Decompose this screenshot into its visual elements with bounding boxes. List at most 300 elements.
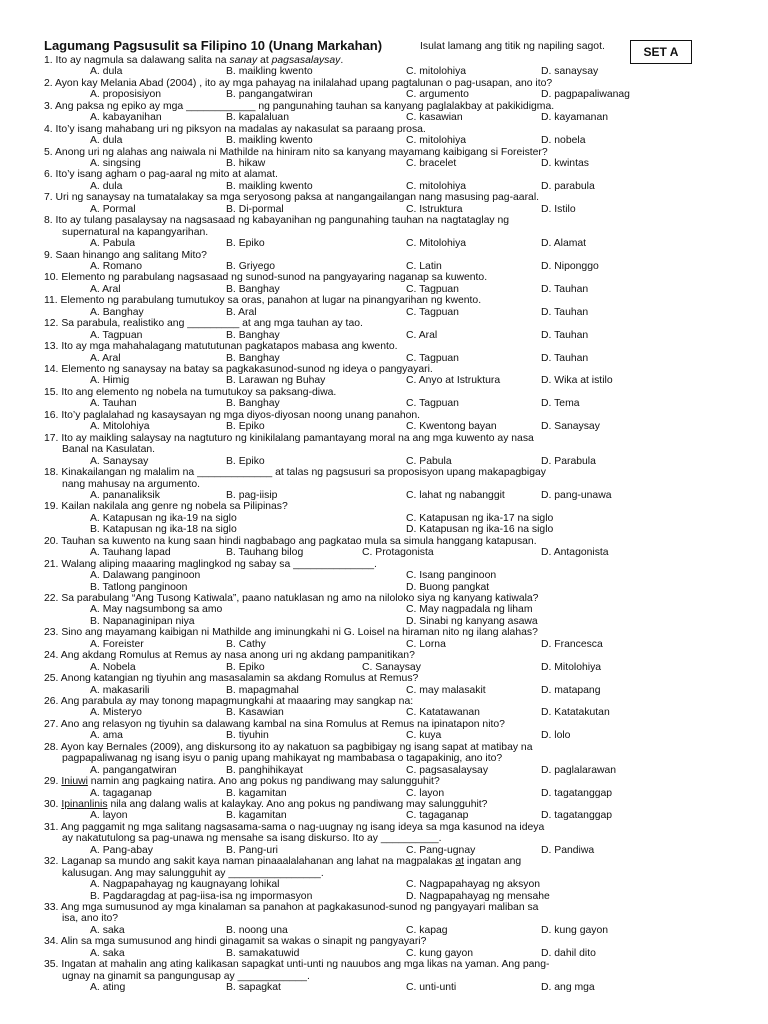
answer-choice: D. tagatanggap [541,787,613,799]
answer-choice: D. Katatakutan [541,707,610,719]
underlined-word: at [455,856,464,868]
question-text-segment: ingatan ang [464,856,522,868]
question-text [44,250,724,261]
answer-choice: A. makasarili [90,684,150,696]
question-text [44,719,724,730]
answer-choice: C. Mitolohiya [406,238,467,250]
question-text-segment: 20. Tauhan sa kuwento na kung saan hindi nagbabago ang pagkatao mula sa simula hanggang katapusan. [44,535,537,547]
answer-choice: A. Misteryo [90,707,142,719]
choices-row [44,982,724,993]
question-item [44,719,724,742]
question-text [44,341,724,352]
question-item [44,250,724,273]
question-text-segment: supernatural na kapangyarihan. [62,226,209,238]
question-text-segment: 22. Sa parabulang “Ang Tusong Katiwala”, paano natuklasan ng amo na niloloko siya ng kanyang katiwala? [44,592,539,604]
question-text [44,833,724,844]
choices-row [44,330,724,341]
question-item [44,387,724,410]
question-text-segment: 3. Ang paksa ng epiko ay mga ____________ ng pangunahing tauhan sa kanyang paglalakbay at pakikidigma. [44,100,555,112]
answer-choice: B. Griyego [226,261,276,273]
italic-word: sanay [229,55,258,66]
question-item [44,364,724,387]
question-text-segment: 21. Walang aliping maaaring maglingkod ng sabay sa ______________. [44,558,377,570]
choices-row [44,353,724,364]
answer-choice: A. Pormal [90,203,136,215]
answer-choice: D. Buong pangkat [406,581,490,593]
choices-row [44,490,724,501]
question-text-segment: 16. Ito’y paglalahad ng kasaysayan ng mga diyos-diyosan noong unang panahon. [44,409,421,421]
question-text [44,169,724,180]
question-item [44,822,724,856]
answer-choice: D. Sinabi ng kanyang asawa [406,615,538,627]
answer-choice: B. Cathy [226,638,266,650]
italic-word: pagsasalaysay [271,55,341,66]
question-text-segment: 5. Anong uri ng alahas ang naiwala ni Mathilde na hiniram nito sa kanyang mayamang kaibigang si Foreister? [44,146,548,158]
question-text-segment: 11. Elemento ng parabulang tumutukoy sa oras, panahon at lugar na pinangyarihan ng kwento. [44,295,482,307]
answer-choice: B. Banghay [226,352,280,364]
answer-choice: A. saka [90,947,125,959]
question-text [44,696,724,707]
question-text [44,124,724,135]
question-text-segment: kalusugan. Ang may salungguhit ay ________________. [62,867,324,879]
choices-row [44,513,724,524]
question-text [44,650,724,661]
answer-choice: B. Kasawian [226,707,284,719]
choices-row [44,845,724,856]
question-text-segment: 10. Elemento ng parabulang nagsasaad ng sunod-sunod na pangyayaring naganap sa kuwento. [44,272,488,284]
answer-choice: A. Himig [90,375,130,387]
answer-choice: A. May nagsumbong sa amo [90,604,223,616]
set-label-box: SET A [630,40,692,64]
answer-choice: C. Kwentong bayan [406,421,497,433]
answer-choice: D. Tema [541,398,580,410]
answer-choice: D. pagpapaliwanag [541,89,630,101]
answer-choice: C. Latin [406,261,442,273]
question-text-segment: pagpapaliwanag ng isang isyu o panig upang mahikayat ng mambabasa o tagapakinig, ano ito? [62,753,503,765]
answer-choice: B. pangangatwiran [226,89,313,101]
choices-row [44,925,724,936]
quiz-title: Lagumang Pagsusulit sa Filipino 10 (Unang Markahan) [44,38,383,53]
answer-choice: C. lahat ng nabanggit [406,489,505,501]
answer-choice: A. Dalawang panginoon [90,570,201,582]
question-item [44,147,724,170]
answer-choice: B. kagamitan [226,810,287,822]
question-text-segment: 31. Ang paggamit ng mga salitang nagsasama-sama o nag-uugnay ng isang ideya sa mga kasunod na ideya [44,821,545,833]
choices-row [44,398,724,409]
answer-choice: A. Tagpuan [90,329,143,341]
answer-choice: A. ating [90,982,126,994]
question-text [44,902,724,913]
question-item [44,272,724,295]
answer-choice: B. maikling kwento [226,135,313,147]
answer-choice: C. Pabula [406,455,452,467]
question-text [44,295,724,306]
answer-choice: C. Sanaysay [362,661,421,673]
question-item [44,101,724,124]
question-text [44,272,724,283]
question-text [44,753,724,764]
answer-choice: A. ama [90,730,123,742]
answer-choice: A. saka [90,924,125,936]
answer-choice: B. Epiko [226,455,265,467]
question-text-segment: 17. Ito ay maikling salaysay na nagtuturo ng kinikilalang pamantayang moral na ang mga kuwento ay nasa [44,432,534,444]
answer-choice: D. Francesca [541,638,603,650]
choices-row [44,66,724,77]
answer-choice: C. unti-unti [406,982,457,994]
answer-choice: B. panghihikayat [226,764,303,776]
answer-choice: B. kagamitan [226,787,287,799]
answer-choice: D. Tauhan [541,306,589,318]
answer-choice: A. pananaliksik [90,489,160,501]
choices-row [44,765,724,776]
answer-choice: D. Mitolohiya [541,661,602,673]
answer-choice: C. layon [406,787,445,799]
question-item [44,856,724,902]
answer-choice: D. ang mga [541,982,595,994]
answer-choice: A. dula [90,135,123,147]
answer-choice: B. maikling kwento [226,66,313,78]
answer-choice: C. mitolohiya [406,135,467,147]
answer-choice: A. Nobela [90,661,136,673]
question-text [44,971,724,982]
choices-row [44,948,724,959]
answer-choice: C. kasawian [406,112,463,124]
question-text-segment: 19. Kailan nakilala ang genre ng nobela sa Pilipinas? [44,501,288,513]
question-text [44,101,724,112]
choices-row [44,730,724,741]
answer-choice: D. pang-unawa [541,489,612,501]
answer-choice: B. kapalaluan [226,112,289,124]
underlined-word: Iniuwi [61,776,88,788]
answer-choice: D. Antagonista [541,547,609,559]
choices-row [44,284,724,295]
question-text [44,227,724,238]
answer-choice: A. Banghay [90,306,144,318]
question-text [44,364,724,375]
question-text [44,318,724,329]
question-list [44,55,724,994]
choices-row [44,375,724,386]
answer-choice: C. Lorna [406,638,446,650]
answer-choice: B. noong una [226,924,288,936]
choices-row [44,879,724,890]
answer-choice: C. kuya [406,730,442,742]
answer-choice: B. Banghay [226,329,280,341]
question-text [44,433,724,444]
choices-row [44,570,724,581]
answer-choice: D. Alamat [541,238,587,250]
question-text-segment: nila ang dalang walis at kalaykay. Ano ang pokus ng pandiwang may salungguhit? [107,798,488,810]
choices-row [44,456,724,467]
question-text-segment: ay nakatutulong sa pag-unawa ng mensahe sa isang diskurso. Ito ay __________. [62,833,442,845]
choices-row [44,639,724,650]
answer-choice: C. Tagpuan [406,283,459,295]
question-text-segment: 30. [44,798,62,810]
question-text-segment: 32. Laganap sa mundo ang sakit kaya naman pinaaalalahanan ang lahat na magpalakas [44,856,456,868]
question-item [44,318,724,341]
question-item [44,742,724,776]
underlined-word: Ipinanlinis [61,798,108,810]
question-text [44,913,724,924]
question-item [44,410,724,433]
answer-choice: A. dula [90,66,123,78]
answer-choice: A. layon [90,810,128,822]
answer-choice: A. Mitolohiya [90,421,150,433]
question-text-segment: 14. Elemento ng sanaysay na batay sa pagkakasunod-sunod ng ideya o pangyayari. [44,364,433,376]
answer-choice: A. Sanaysay [90,455,149,467]
question-text-segment: 4. Ito’y isang mahabang uri ng piksyon na madalas ay nakasulat sa paraang prosa. [44,123,426,135]
question-item [44,341,724,364]
answer-choice: D. Niponggo [541,261,599,273]
answer-choice: C. pagsasalaysay [406,764,489,776]
question-text [44,822,724,833]
question-text [44,536,724,547]
choices-row [44,582,724,593]
answer-choice: C. kung gayon [406,947,474,959]
answer-choice: D. Katapusan ng ika-16 na siglo [406,524,554,536]
choices-row [44,788,724,799]
choices-row [44,261,724,272]
question-text-segment: 8. Ito ay tulang pasalaysay na nagsasaad ng kabayanihan ng pangunahing tauhan na nagtataglay ng [44,215,510,227]
answer-choice: B. Di-pormal [226,203,284,215]
question-item [44,776,724,799]
question-text [44,868,724,879]
answer-choice: B. sapagkat [226,982,281,994]
question-text [44,192,724,203]
question-text-segment: 13. Ito ay mga mahahalagang matututunan pagkatapos mabasa ang kwento. [44,341,398,353]
question-item [44,467,724,501]
answer-choice: C. Aral [406,329,438,341]
answer-choice: C. tagaganap [406,810,469,822]
answer-choice: B. mapagmahal [226,684,299,696]
choices-row [44,421,724,432]
answer-choice: B. Larawan ng Buhay [226,375,326,387]
answer-choice: D. Tauhan [541,283,589,295]
answer-choice: D. lolo [541,730,571,742]
answer-choice: C. bracelet [406,158,457,170]
answer-choice: C. kapag [406,924,448,936]
question-text [44,936,724,947]
choices-row [44,810,724,821]
question-text-segment: nang mahusay na argumento. [62,478,201,490]
answer-choice: B. Tauhang bilog [226,547,304,559]
answer-choice: C. mitolohiya [406,66,467,78]
question-text-segment: at [257,55,272,66]
choices-row [44,707,724,718]
choices-row [44,112,724,123]
question-item [44,902,724,936]
answer-choice: B. Banghay [226,283,280,295]
question-text [44,387,724,398]
question-text [44,799,724,810]
question-text-segment: 2. Ayon kay Melania Abad (2004) , ito ay mga pahayag na inilalahad upang pagtalunan o pag-usapan, ano ito? [44,77,553,89]
answer-choice: B. Napanaginipan niya [90,615,195,627]
answer-choice: C. Tagpuan [406,352,459,364]
answer-choice: A. Katapusan ng ika-19 na siglo [90,512,237,524]
question-item [44,192,724,215]
answer-choice: D. Sanaysay [541,421,600,433]
answer-choice: D. dahil dito [541,947,596,959]
question-text-segment: 28. Ayon kay Bernales (2009), ang diskursong ito ay nakatuon sa pagbibigay ng isang sapat at matibay na [44,741,533,753]
answer-choice: C. Nagpapahayag ng aksyon [406,879,541,891]
answer-choice: C. argumento [406,89,469,101]
answer-choice: D. Parabula [541,455,596,467]
answer-choice: B. Pagdaragdag at pag-iisa-isa ng impormasyon [90,890,313,902]
answer-choice: A. kabayanihan [90,112,162,124]
answer-choice: D. kayamanan [541,112,608,124]
answer-choice: B. Epiko [226,238,265,250]
question-item [44,673,724,696]
answer-choice: D. Tauhan [541,329,589,341]
answer-choice: A. Foreister [90,638,144,650]
choices-row [44,604,724,615]
question-text-segment: . [340,55,344,66]
answer-choice: D. matapang [541,684,601,696]
answer-choice: C. Katapusan ng ika-17 na siglo [406,512,554,524]
choices-row [44,685,724,696]
answer-choice: C. Isang panginoon [406,570,497,582]
choices-row [44,158,724,169]
choices-row [44,238,724,249]
question-item [44,501,724,535]
answer-choice: A. Tauhang lapad [90,547,171,559]
answer-choice: D. tagatanggap [541,810,613,822]
question-item [44,696,724,719]
question-text-segment: 9. Saan hinango ang salitang Mito? [44,249,207,261]
question-text-segment: Banal na Kasulatan. [62,444,156,456]
choices-row [44,616,724,627]
question-text [44,479,724,490]
question-text [44,215,724,226]
answer-choice: B. Katapusan ng ika-18 na siglo [90,524,237,536]
quiz-instruction: Isulat lamang ang titik ng napiling sagot. [420,41,605,52]
answer-choice: D. Pandiwa [541,844,595,856]
answer-choice: C. Katatawanan [406,707,480,719]
question-text-segment: 33. Ang mga sumusunod ay mga kinalaman sa panahon at pagkakasunod-sunod ng pangyayari maliban sa [44,901,539,913]
question-item [44,124,724,147]
question-text-segment: 1. Ito ay nagmula sa dalawang salita na [44,55,230,66]
answer-choice: A. Nagpapahayag ng kaugnayang lohikal [90,879,280,891]
answer-choice: A. proposisiyon [90,89,162,101]
answer-choice: C. Istruktura [406,203,463,215]
choices-row [44,135,724,146]
choices-row [44,891,724,902]
question-text [44,627,724,638]
answer-choice: C. mitolohiya [406,180,467,192]
answer-choice: B. Pang-uri [226,844,278,856]
question-text [44,55,724,66]
answer-choice: C. may malasakit [406,684,486,696]
question-text-segment: 25. Anong katangian ng tiyuhin ang masasalamin sa akdang Romulus at Remus? [44,673,419,685]
answer-choice: C. Pang-ugnay [406,844,476,856]
answer-choice: A. Aral [90,352,121,364]
question-item [44,55,724,78]
question-text-segment: 6. Ito’y isang agham o pag-aaral ng mito at alamat. [44,169,278,181]
choices-row [44,524,724,535]
question-item [44,627,724,650]
answer-choice: B. Epiko [226,421,265,433]
question-text-segment: 27. Ano ang relasyon ng tiyuhin sa dalawang kambal na sina Romulus at Remus na ipinatapon nito? [44,718,505,730]
question-text-segment: 24. Ang akdang Romulus at Remus ay nasa anong uri ng akdang pampanitikan? [44,650,415,662]
answer-choice: D. sanaysay [541,66,599,78]
answer-choice: D. kung gayon [541,924,609,936]
question-item [44,593,724,627]
question-text-segment: 29. [44,776,62,788]
answer-choice: D. nobela [541,135,586,147]
answer-choice: D. Nagpapahayag ng mensahe [406,890,550,902]
choices-row [44,307,724,318]
answer-choice: B. Banghay [226,398,280,410]
question-item [44,799,724,822]
answer-choice: A. pangangatwiran [90,764,177,776]
answer-choice: C. Tagpuan [406,398,459,410]
answer-choice: B. Epiko [226,661,265,673]
answer-choice: A. dula [90,180,123,192]
question-text [44,559,724,570]
question-text-segment: 23. Sino ang mayamang kaibigan ni Mathilde ang iminungkahi ni G. Loisel na hiraman nito ng ilang alahas? [44,627,538,639]
answer-choice: A. tagaganap [90,787,152,799]
question-text [44,856,724,867]
answer-choice: D. kwintas [541,158,589,170]
question-text [44,467,724,478]
question-text-segment: 35. Ingatan at mahalin ang ating kalikasan sapagkat unti-unti ng nauubos ang mga likas na yaman. Ang pang- [44,959,550,971]
answer-choice: A. Aral [90,283,121,295]
question-text [44,742,724,753]
question-item [44,215,724,249]
answer-choice: A. Pabula [90,238,136,250]
answer-choice: D. Wika at istilo [541,375,613,387]
question-text-segment: 26. Ang parabula ay may tonong mapagmungkahi at maaaring may sangkap na: [44,695,414,707]
answer-choice: D. Tauhan [541,352,589,364]
question-item [44,650,724,673]
answer-choice: B. samakatuwid [226,947,300,959]
answer-choice: B. tiyuhin [226,730,269,742]
question-text-segment: 34. Alin sa mga sumusunod ang hindi ginagamit sa wakas o sinapit ng pangyayari? [44,936,427,948]
question-text-segment: namin ang pagkaing natira. Ano ang pokus ng pandiwang may salungguhit? [87,776,440,788]
question-item [44,433,724,467]
choices-row [44,662,724,673]
question-text [44,444,724,455]
question-text [44,673,724,684]
question-text [44,410,724,421]
question-item [44,936,724,959]
question-text-segment: ugnay na ginamit sa pangungusap ay ____________. [62,970,310,982]
question-text [44,78,724,89]
question-item [44,959,724,993]
answer-choice: A. Tauhan [90,398,137,410]
question-item [44,78,724,101]
question-item [44,536,724,559]
answer-choice: D. Istilo [541,203,576,215]
question-text [44,593,724,604]
answer-choice: C. Tagpuan [406,306,459,318]
answer-choice: A. Pang-abay [90,844,153,856]
answer-choice: D. paglalarawan [541,764,617,776]
question-text-segment: 7. Uri ng sanaysay na tumatalakay sa mga seryosong paksa at nangangailangan nang masusing pag-aaral. [44,192,540,204]
choices-row [44,181,724,192]
answer-choice: A. Romano [90,261,142,273]
question-text [44,501,724,512]
answer-choice: C. Protagonista [362,547,434,559]
choices-row [44,547,724,558]
answer-choice: A. singsing [90,158,141,170]
question-text [44,147,724,158]
answer-choice: B. Tatlong panginoon [90,581,188,593]
choices-row [44,89,724,100]
answer-choice: B. hikaw [226,158,266,170]
answer-choice: B. Aral [226,306,257,318]
question-text [44,776,724,787]
